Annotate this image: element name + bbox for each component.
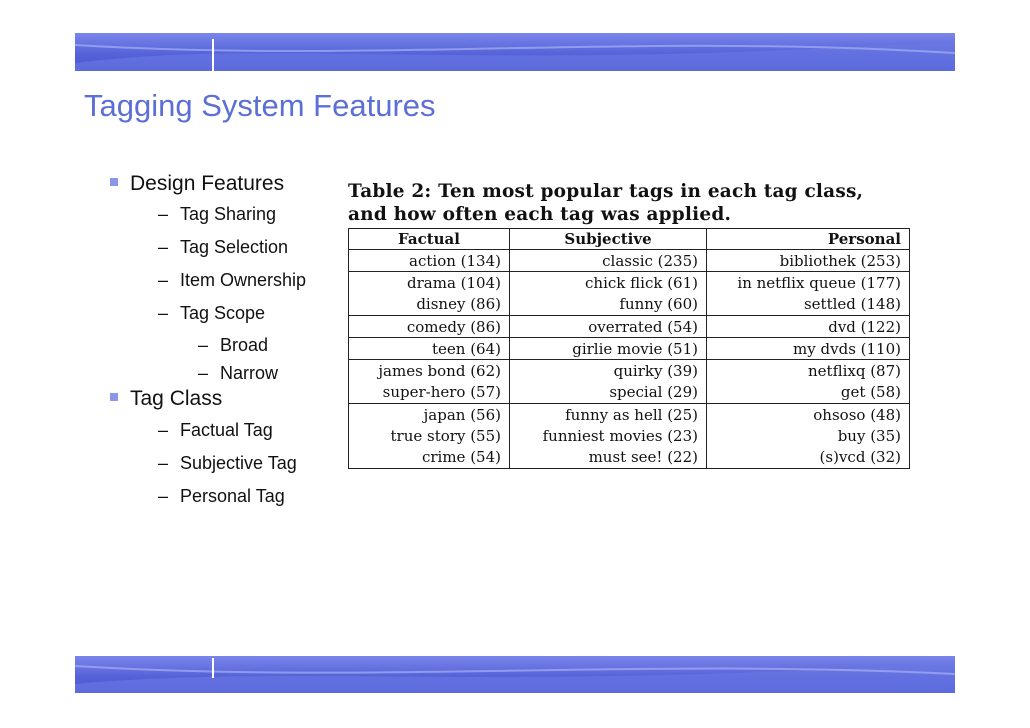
table-cell: ohsoso (48) (707, 404, 910, 426)
table-cell: funny as hell (25) (510, 404, 707, 426)
outline-item-item-ownership: – Item Ownership (158, 270, 307, 290)
table-cell: chick flick (61) (510, 272, 707, 294)
decorative-swirl (75, 33, 955, 71)
table-cell: settled (148) (707, 294, 910, 316)
outline-item-personal-tag: – Personal Tag (158, 486, 285, 506)
outline-item-tag-sharing: – Tag Sharing (158, 204, 277, 224)
table-row (349, 338, 910, 360)
table-cell: super-hero (57) (349, 382, 510, 404)
table-header-row (349, 229, 910, 250)
column-header-personal: Personal (707, 229, 910, 250)
header-band (75, 33, 955, 71)
table-cell: comedy (86) (349, 315, 510, 337)
table-cell: japan (56) (349, 404, 510, 426)
table-cell: drama (104) (349, 272, 510, 294)
table-cell: dvd (122) (707, 315, 910, 337)
table-cell: special (29) (510, 382, 707, 404)
outline-item-tag-selection: – Tag Selection (158, 237, 289, 257)
outline-item-factual-tag: – Factual Tag (158, 420, 273, 440)
table-row (349, 382, 910, 404)
table-cell: girlie movie (51) (510, 338, 707, 360)
outline-item-design-features: Design Features (110, 172, 284, 196)
table-cell: crime (54) (349, 447, 510, 469)
column-header-subjective: Subjective (510, 229, 707, 250)
table-cell: get (58) (707, 382, 910, 404)
table-row (349, 315, 910, 337)
table-row (349, 272, 910, 294)
popular-tags-table (348, 228, 910, 469)
table-cell: true story (55) (349, 425, 510, 446)
outline-item-tag-class: Tag Class (110, 387, 222, 411)
table-body (349, 250, 910, 469)
column-header-factual: Factual (349, 229, 510, 250)
square-bullet-icon (110, 178, 118, 186)
table-cell: bibliothek (253) (707, 250, 910, 272)
table-cell: funniest movies (23) (510, 425, 707, 446)
table-cell: buy (35) (707, 425, 910, 446)
table-cell: overrated (54) (510, 315, 707, 337)
band-divider (212, 658, 214, 678)
table-cell: (s)vcd (32) (707, 447, 910, 469)
table-cell: action (134) (349, 250, 510, 272)
table-row (349, 360, 910, 382)
table-cell: disney (86) (349, 294, 510, 316)
table-row (349, 447, 910, 469)
table-cell: quirky (39) (510, 360, 707, 382)
table-cell: classic (235) (510, 250, 707, 272)
table-cell: in netflix queue (177) (707, 272, 910, 294)
table-row (349, 425, 910, 446)
table-cell: netflixq (87) (707, 360, 910, 382)
table-cell: james bond (62) (349, 360, 510, 382)
table-cell: my dvds (110) (707, 338, 910, 360)
outline-item-broad: – Broad (198, 335, 269, 355)
decorative-swirl (75, 656, 955, 693)
outline-item-subjective-tag: – Subjective Tag (158, 453, 297, 473)
table-cell: funny (60) (510, 294, 707, 316)
table-row (349, 404, 910, 426)
caption-line-1: Table 2: Ten most popular tags in each tag class, (348, 181, 864, 202)
table-row (349, 294, 910, 316)
table-row (349, 250, 910, 272)
slide-title: Tagging System Features (84, 88, 436, 123)
caption-line-2: and how often each tag was applied. (348, 204, 732, 225)
outline-item-tag-scope: – Tag Scope (158, 303, 266, 323)
table-caption (348, 180, 918, 226)
square-bullet-icon (110, 393, 118, 401)
table-cell: teen (64) (349, 338, 510, 360)
table-cell: must see! (22) (510, 447, 707, 469)
outline-item-narrow: – Narrow (198, 363, 279, 383)
band-divider (212, 39, 214, 71)
footer-band (75, 656, 955, 693)
